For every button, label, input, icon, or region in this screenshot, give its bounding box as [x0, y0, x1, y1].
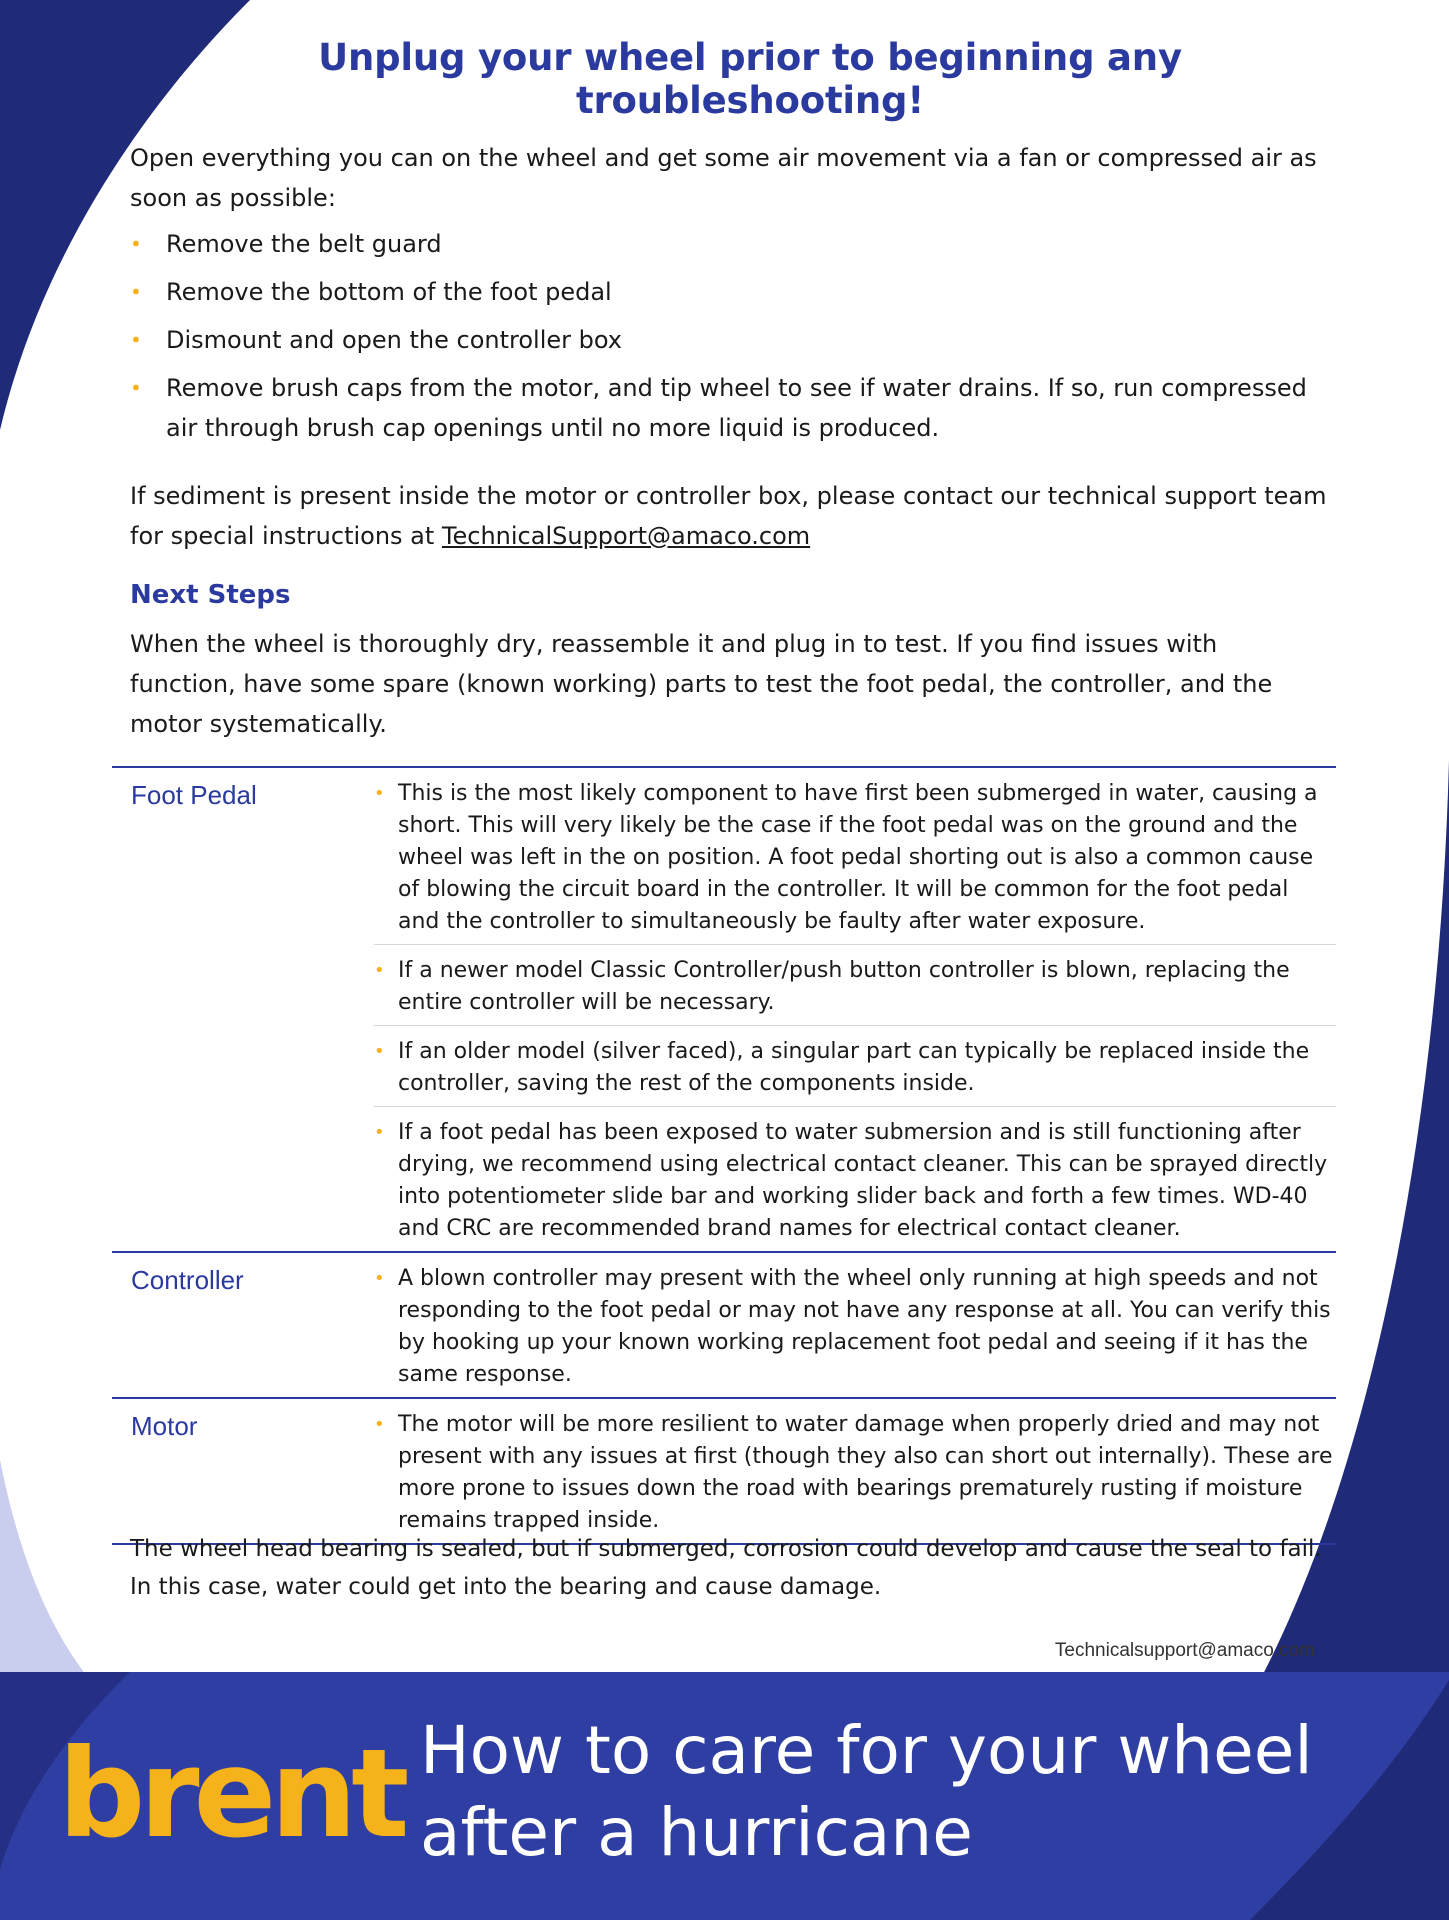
bullet-icon: • — [130, 280, 142, 304]
closing-paragraph: The wheel head bearing is sealed, but if submerged, corrosion could develop and cause the seal to fail. In this case, water could get into the bearing and cause damage. — [130, 1536, 1322, 1600]
unplug-warning-heading: Unplug your wheel prior to beginning any troubleshooting! — [318, 36, 1182, 122]
bullet-icon: • — [374, 1122, 385, 1143]
list-item — [374, 1399, 1336, 1543]
list-item — [374, 944, 1336, 1025]
list-item-text: Remove the belt guard — [166, 230, 442, 258]
next-steps-heading: Next Steps — [130, 580, 291, 610]
list-item-text: If a foot pedal has been exposed to water submersion and is still functioning after drying, we recommend using electrical contact cleaner. This can be sprayed directly into potentiometer slide bar and working slider back and forth a few times. WD-40 and CRC are recommended brand names for electrical contact cleaner. — [398, 1120, 1328, 1241]
component-items — [374, 768, 1336, 1251]
list-item — [374, 1253, 1336, 1397]
bullet-icon: • — [374, 1414, 385, 1435]
banner-title-line2: after a hurricane — [420, 1794, 973, 1871]
list-item-text: If an older model (silver faced), a singular part can typically be replaced inside the controller, saving the rest of the components inside. — [398, 1039, 1310, 1096]
sediment-text: If sediment is present inside the motor or controller box, please contact our technical support team for special instructions at — [130, 482, 1327, 550]
component-items — [374, 1399, 1336, 1543]
bullet-icon: • — [130, 232, 142, 256]
bullet-icon: • — [130, 376, 142, 400]
list-item — [130, 272, 1330, 312]
bullet-icon: • — [130, 328, 142, 352]
intro-bullet-list — [130, 224, 1330, 456]
component-label-controller: Controller — [131, 1265, 244, 1295]
banner-title — [420, 1710, 1320, 1874]
list-item-text: A blown controller may present with the wheel only running at high speeds and not responding to the foot pedal or may not have any response at all. You can verify this by hooking up your known working replacement foot pedal and seeing if it has the same response. — [398, 1266, 1331, 1387]
bullet-icon: • — [374, 1041, 385, 1062]
support-email-link[interactable]: TechnicalSupport@amaco.com — [441, 522, 811, 550]
list-item — [374, 768, 1336, 944]
component-items — [374, 1253, 1336, 1397]
footer-email: Technicalsupport@amaco.com — [1054, 1640, 1315, 1661]
table-row — [112, 1397, 1336, 1545]
intro-paragraph: Open everything you can on the wheel and get some air movement via a fan or compressed air as soon as possible: — [130, 144, 1317, 212]
list-item-text: Remove the bottom of the foot pedal — [166, 278, 612, 306]
bullet-icon: • — [374, 783, 385, 804]
bullet-icon: • — [374, 1268, 385, 1289]
next-steps-paragraph: When the wheel is thoroughly dry, reassemble it and plug in to test. If you find issues with function, have some spare (known working) parts to test the foot pedal, the controller, and the motor systematically. — [130, 630, 1273, 738]
list-item-text: Remove brush caps from the motor, and tip wheel to see if water drains. If so, run compressed air through brush cap openings until no more liquid is produced. — [166, 374, 1307, 442]
table-row — [112, 766, 1336, 1251]
list-item-text: This is the most likely component to have first been submerged in water, causing a short. This will very likely be the case if the foot pedal was on the ground and the wheel was left in the on position. A foot pedal shorting out is also a common cause of blowing the circuit board in the controller. It will be common for the foot pedal and the controller to simultaneously be faulty after water exposure. — [398, 781, 1318, 934]
sediment-paragraph — [130, 476, 1330, 556]
logo-wordmark: brent — [58, 1723, 404, 1865]
list-item — [374, 1106, 1336, 1251]
list-item — [130, 224, 1330, 264]
list-item-text: If a newer model Classic Controller/push button controller is blown, replacing the entire controller will be necessary. — [398, 958, 1290, 1015]
bullet-icon: • — [374, 960, 385, 981]
list-item — [130, 320, 1330, 360]
troubleshooting-table — [112, 766, 1336, 1545]
list-item-text: The motor will be more resilient to water damage when properly dried and may not present with any issues at first (though they also can short out internally). These are more prone to issues down the road with bearings prematurely rusting if moisture remains trapped inside. — [398, 1412, 1333, 1533]
list-item — [374, 1025, 1336, 1106]
list-item-text: Dismount and open the controller box — [166, 326, 622, 354]
brent-logo — [58, 1723, 404, 1865]
component-label-foot-pedal: Foot Pedal — [131, 780, 257, 810]
banner-title-line1: How to care for your wheel — [420, 1712, 1313, 1789]
component-label-motor: Motor — [131, 1411, 198, 1441]
table-row — [112, 1251, 1336, 1397]
list-item — [130, 368, 1330, 448]
